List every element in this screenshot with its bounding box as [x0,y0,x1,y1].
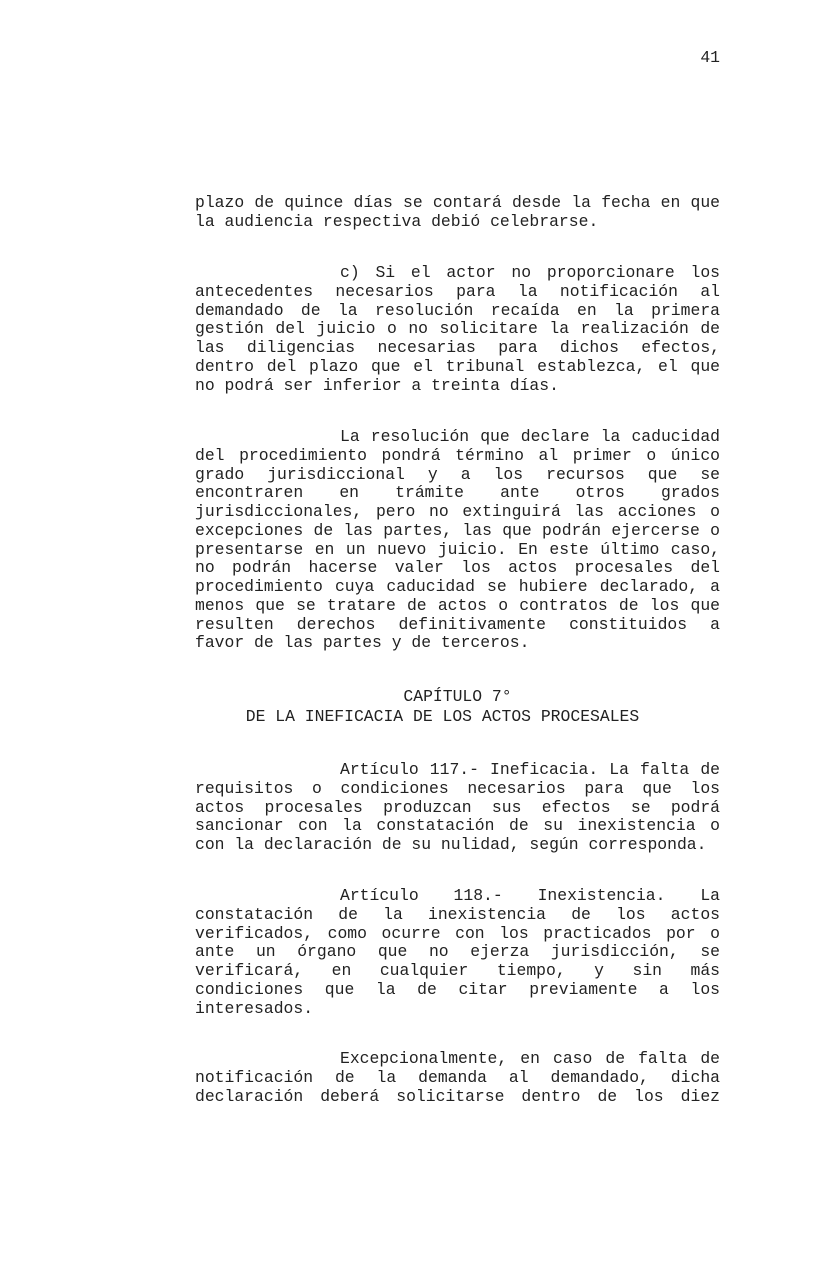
text-line: constatación de la inexistencia de los actos [195,904,720,924]
text-line: no podrán hacerse valer los actos procesales del [195,558,720,578]
text-line: verificados, como ocurre con los practicados por o [195,923,720,943]
text-line: sancionar con la constatación de su inexistencia o [195,816,720,836]
text-line: la audiencia respectiva debió celebrarse. [195,211,599,231]
text-line: resulten derechos definitivamente constituidos a [195,614,720,634]
text-line: encontraren en trámite ante otros grados [195,483,720,503]
text-line: plazo de quince días se contará desde la fecha en que [195,193,720,212]
text-line: favor de las partes y de terceros. [195,633,530,653]
text-line: Excepcionalmente, en caso de falta de [340,1049,720,1068]
text-line: verificará, en cualquier tiempo, y sin más [195,961,720,980]
page-number: 41 [700,48,720,67]
text-line: interesados. [195,998,314,1018]
text-line: c) Si el actor no proporcionare los [340,263,720,282]
text-line: excepciones de las partes, las que podrán ejercerse o [195,520,720,540]
chapter-title: DE LA INEFICACIA DE LOS ACTOS PROCESALES [245,707,640,726]
text-line: notificación de la demanda al demandado, dicha [195,1067,720,1087]
article-118 [195,887,720,1018]
text-line: declaración deberá solicitarse dentro de los diez [195,1086,720,1106]
paragraph-c [195,264,720,395]
text-line: Artículo 117.- Ineficacia. La falta de [340,760,720,779]
text-line: menos que se tratare de actos o contratos de los que [195,595,720,615]
article-117 [195,761,720,855]
text-line: condiciones que la de citar previamente a los [195,979,720,999]
text-line: las diligencias necesarias para dichos efectos, [195,338,720,357]
text-line: actos procesales produzcan sus efectos se podrá [195,797,720,817]
text-line: Artículo 118.- Inexistencia. La [340,886,720,905]
text-line: gestión del juicio o no solicitare la realización de [195,319,720,339]
paragraph-resolucion-caducidad [195,428,720,653]
text-line: procedimiento cuya caducidad se hubiere declarado, a [195,577,720,596]
text-line: La resolución que declare la caducidad [340,427,720,446]
text-line: presentarse en un nuevo juicio. En este último caso, [195,539,720,559]
text-line: grado jurisdiccional y a los recursos que se [195,464,720,484]
text-line: requisitos o condiciones necesarios para que los [195,778,720,798]
text-line: dentro del plazo que el tribunal establezca, el que [195,356,720,376]
text-line: jurisdiccionales, pero no extinguirá las acciones o [195,502,720,521]
paragraph-plazo [195,194,720,232]
paragraph-excepcionalmente [195,1050,720,1106]
text-line: ante un órgano que no ejerza jurisdicción, se [195,942,720,962]
text-line: con la declaración de su nulidad, según corresponda. [195,835,707,854]
text-line: del procedimiento pondrá término al primer o único [195,445,720,465]
text-line: antecedentes necesarios para la notificación al [195,281,720,301]
chapter-number: CAPÍTULO 7° [403,687,512,706]
text-line: no podrá ser inferior a treinta días. [195,375,559,395]
text-line: demandado de la resolución recaída en la primera [195,300,720,320]
